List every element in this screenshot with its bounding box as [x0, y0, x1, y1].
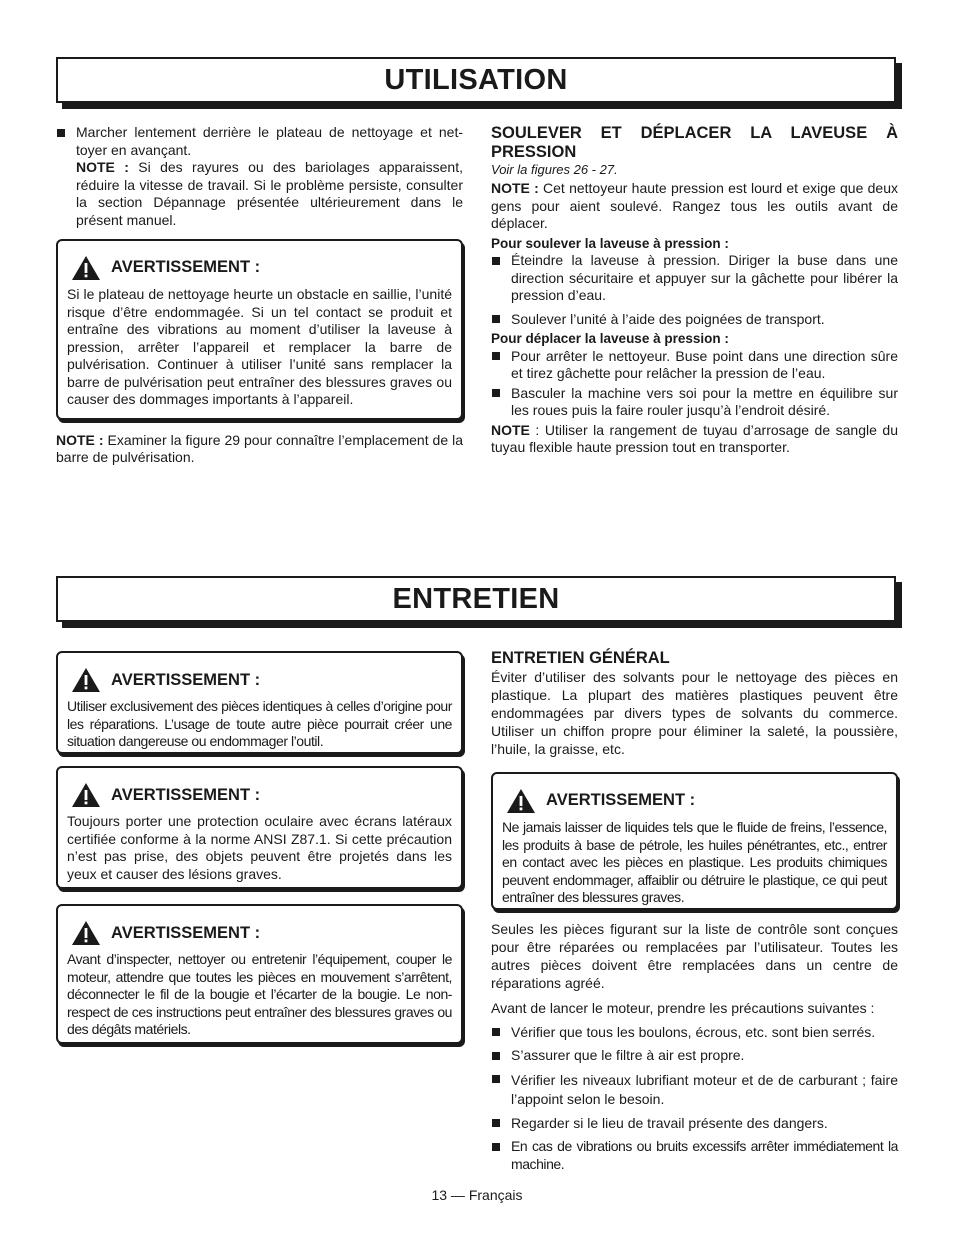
warning-title: AVERTISSEMENT :	[111, 785, 261, 804]
note-text: : Utiliser la rangement de tuyau d’arrosage de sangle du tuyau flexible haute pression tout en transporter.	[491, 421, 898, 455]
precaution-item: En cas de vibrations ou bruits excessifs arrêter immédiatement la machine.	[491, 1138, 898, 1173]
note-text: Si des rayures ou des bariolages apparaissent, réduire la vitesse de travail. Si le problème persiste, consulter la section Dépannage présentée ultérieurement dans le présent manuel.	[76, 159, 463, 228]
note-text: Cet nettoyeur haute pression est lourd et exige que deux gens pour aient soulevé. Rangez tous les outils avant de déplacer.	[491, 180, 898, 231]
parts-paragraph: Seules les pièces figurant sur la liste de contrôle sont conçues pour être réparées ou remplacées par l’utilisateur. Toutes les autres pièces doivent être remplacées dans un centre de réparations agréé.	[491, 921, 898, 991]
note-label: NOTE :	[56, 431, 104, 448]
warning-triangle-icon	[506, 788, 536, 814]
warning-triangle-icon	[71, 782, 101, 808]
warning-title: AVERTISSEMENT :	[111, 923, 261, 942]
warning-triangle-icon	[71, 667, 101, 693]
note-figure-29	[56, 432, 463, 467]
precaution-item: Regarder si le lieu de travail présente des dangers.	[491, 1115, 898, 1133]
warning-text: Toujours porter une protection oculaire avec écrans latéraux certifiée conforme à la norme ANSI Z87.1. Si cette précaution n’est pas prise, des objets peuvent être projetés dans les yeux et causer des lésions graves.	[67, 813, 452, 882]
section-heading-general-maintenance: ENTRETIEN GÉNÉRAL	[491, 649, 670, 667]
warning-box-liquids	[491, 772, 898, 910]
move-item: Basculer la machine vers soi pour la mettre en équilibre sur les roues puis la faire rouler jusqu’à l’endroit désiré.	[491, 385, 898, 420]
note-heavy	[491, 180, 898, 233]
warning-box-identical-parts	[56, 651, 463, 754]
note-transport	[491, 422, 898, 457]
warning-title: AVERTISSEMENT :	[111, 670, 261, 689]
note-label: NOTE :	[491, 180, 539, 196]
note-text: Examiner la figure 29 pour connaître l’emplacement de la barre de pulvérisation.	[56, 431, 463, 465]
precautions-intro: Avant de lancer le moteur, prendre les précautions suivantes :	[491, 1000, 875, 1016]
warning-text: Ne jamais laisser de liquides tels que le fluide de freins, l’essence, les produits à base de pétrole, les huiles pénétrantes, etc., entrer en contact avec les pièces en plastique. Les produits chimiques peuvent endommager, affaiblir ou détruire le plastique, ce qui peut entraîner des blessures graves.	[502, 819, 887, 905]
warning-title: AVERTISSEMENT :	[546, 791, 696, 810]
note-label: NOTE	[491, 421, 530, 438]
note-label: NOTE :	[76, 159, 129, 175]
precaution-item: S’assurer que le filtre à air est propre.	[491, 1047, 898, 1065]
warning-triangle-icon	[71, 255, 101, 281]
move-subtitle: Pour déplacer la laveuse à pression :	[491, 331, 729, 346]
utilisation-banner: UTILISATION	[56, 57, 896, 103]
warning-box-stop-engine	[56, 904, 463, 1044]
utilisation-left-column	[56, 124, 463, 467]
warning-box-obstacle	[56, 239, 463, 420]
precaution-item: Vérifier les niveaux lubrifiant moteur et de de carburant ; faire l’appoint selon le besoin.	[491, 1071, 898, 1109]
warning-text: Utiliser exclusivement des pièces identiques à celles d’origine pour les réparations. L’usage de toute autre pièce pourrait créer une situation dangereuse ou endommager l’outil.	[67, 698, 452, 749]
bullet-walk-slowly: Marcher lentement derrière le plateau de nettoyage et nettoyer en avançant.	[56, 124, 463, 159]
warning-text: Si le plateau de nettoyage heurte un obstacle en saillie, l’unité risque d’être endommagée. Si un tel contact se produit et entraîne des vibrations au moment d’utiliser la laveuse à pression, arrêter l’appareil et remplacer la barre de pulvérisation. Continuer à utiliser l’unité sans remplacer la barre de pulvérisation peut entraîner des blessures graves ou causer des dommages importants à l’appareil.	[67, 286, 452, 407]
warning-box-eye-protection	[56, 766, 463, 889]
see-figures: Voir la figures 26 - 27.	[491, 162, 618, 177]
utilisation-right-column	[491, 124, 898, 457]
section-heading-lift-move: SOULEVER ET DÉPLACER LA LAVEUSE À PRESSION	[491, 124, 898, 161]
lift-subtitle: Pour soulever la laveuse à pression :	[491, 235, 729, 251]
note-scratches	[56, 159, 463, 229]
entretien-right-column	[491, 649, 898, 1173]
warning-triangle-icon	[71, 920, 101, 946]
lift-item: Soulever l’unité à l’aide des poignées de transport.	[491, 311, 898, 329]
page-footer: 13 — Français	[431, 1187, 523, 1203]
intro-paragraph: Éviter d’utiliser des solvants pour le nettoyage des pièces en plastique. La plupart des matières plastiques peuvent être endommagées par divers types de solvants du commerce. Utiliser un chiffon propre pour éliminer la saleté, la poussière, l’huile, la graisse, etc.	[491, 669, 898, 757]
warning-title: AVERTISSEMENT :	[111, 258, 261, 277]
warning-text: Avant d’inspecter, nettoyer ou entretenir l’équipement, couper le moteur, attendre que toutes les pièces en mouvement s’arrêtent, déconnecter le fil de la bougie et l’écarter de la bougie. Le non-respect de ces instructions peut entraîner des blessures graves ou des dégâts matériels.	[67, 951, 452, 1037]
entretien-banner: ENTRETIEN	[56, 576, 896, 622]
precaution-item: Vérifier que tous les boulons, écrous, etc. sont bien serrés.	[491, 1024, 898, 1042]
move-item: Pour arrêter le nettoyeur. Buse point dans une direction sûre et tirez gâchette pour relâcher la pression de l’eau.	[491, 348, 898, 383]
lift-item: Éteindre la laveuse à pression. Diriger la buse dans une direction sécuritaire et appuyer sur la gâchette pour libérer la pression d’eau.	[491, 252, 898, 305]
